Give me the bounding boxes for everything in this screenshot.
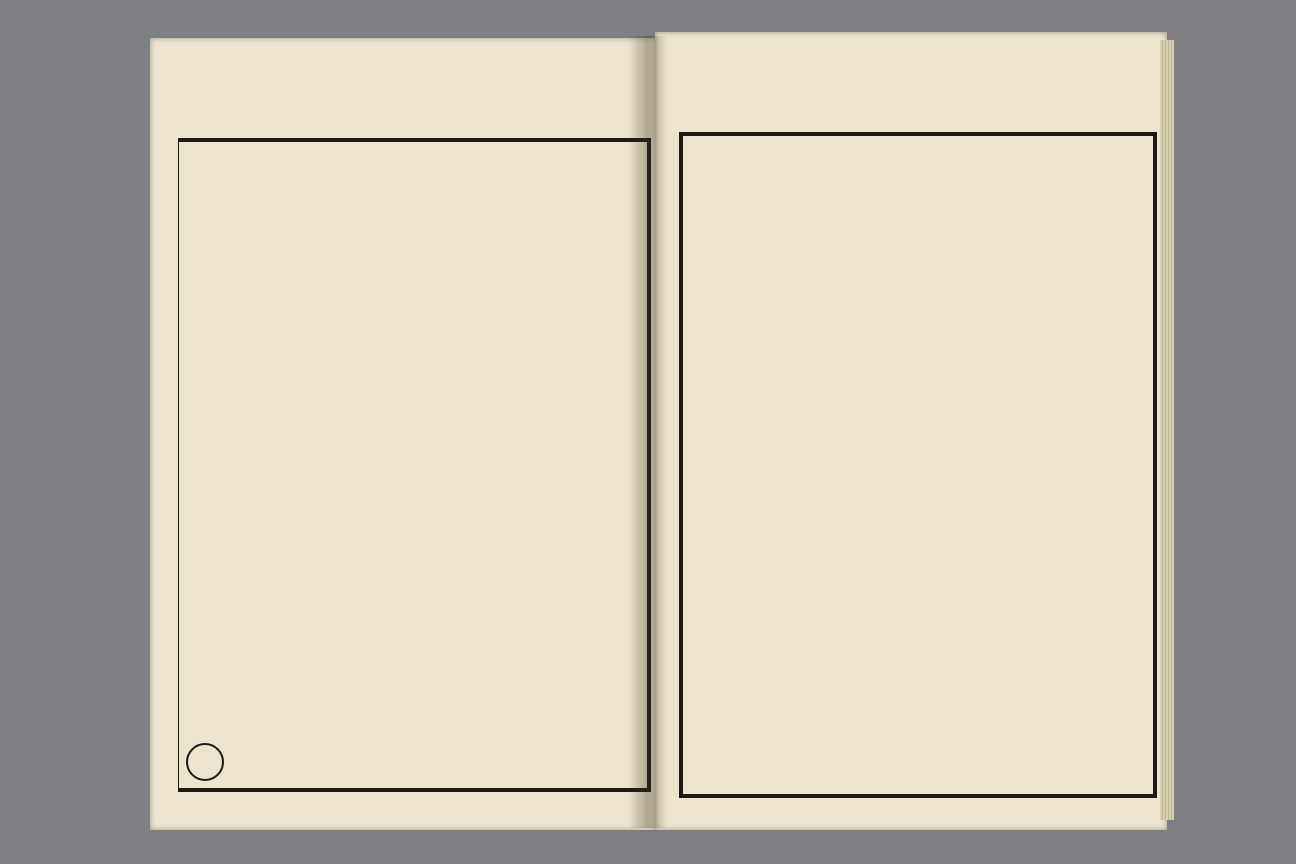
left-frame [178, 138, 651, 792]
fore-edge [1160, 40, 1174, 820]
left-columns [178, 141, 648, 789]
book-gutter [628, 36, 668, 828]
right-page [655, 32, 1167, 830]
left-page-number [186, 743, 224, 781]
right-columns [682, 135, 1154, 795]
right-frame [679, 132, 1157, 798]
left-page [150, 38, 655, 830]
